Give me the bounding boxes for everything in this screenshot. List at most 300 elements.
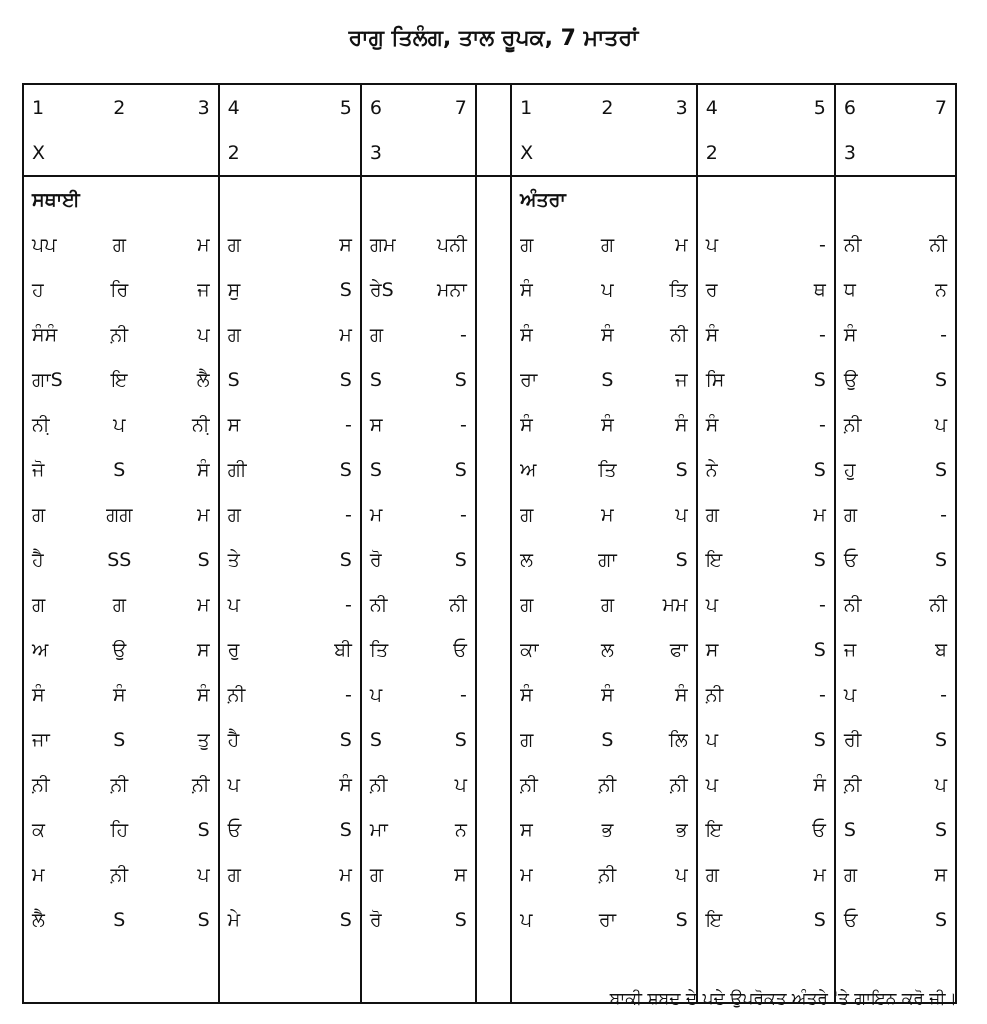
note-cell: S: [219, 357, 294, 402]
note-cell: ਪ: [675, 503, 688, 526]
note-cell: ਮ: [23, 852, 88, 897]
note-cell: ਇ: [697, 807, 772, 852]
note-cell: ਸ: [893, 852, 956, 897]
note-cell: ਗਮ: [361, 222, 417, 267]
note-cell: S: [339, 728, 352, 751]
note-cell: ਇ: [697, 897, 772, 942]
note-cell: ਰੋ: [361, 537, 417, 582]
note-cell: ਨ: [454, 818, 467, 841]
note-cell: ਅ: [511, 447, 576, 492]
note-cell: ਮ: [197, 233, 210, 256]
empty-cell: [23, 942, 88, 1003]
note-cell: ਸੰ: [23, 672, 88, 717]
note-cell: S: [361, 717, 417, 762]
empty-cell: [361, 176, 417, 222]
empty-cell: [417, 942, 476, 1003]
note-cell: ਗ: [511, 582, 576, 627]
gap-column: [476, 222, 511, 267]
gap-column: [476, 130, 511, 176]
note-cell: ਮ: [339, 323, 352, 346]
note-cell: ਨ਼ੀ: [598, 863, 617, 886]
empty-cell: [771, 130, 835, 176]
note-cell: ਪਨੀ: [436, 233, 467, 256]
note-cell: ਸਿ: [697, 357, 772, 402]
note-cell: S: [339, 368, 352, 391]
note-cell: ਸੰ: [339, 773, 352, 796]
note-cell: ਗ: [361, 852, 417, 897]
note-cell: ਗ: [23, 582, 88, 627]
note-cell: ਨੀ: [835, 222, 894, 267]
note-cell: ਪ: [197, 323, 210, 346]
note-cell: ਗ: [835, 492, 894, 537]
note-cell: -: [893, 672, 956, 717]
note-cell: ਧ: [835, 267, 894, 312]
gap-column: [476, 717, 511, 762]
note-cell: ਮ: [813, 863, 826, 886]
gap-column: [476, 402, 511, 447]
gap-column: [476, 84, 511, 130]
note-cell: ਰ: [697, 267, 772, 312]
notation-row: [23, 762, 956, 807]
note-cell: S: [813, 548, 826, 571]
note-cell: SS: [107, 548, 132, 571]
note-cell: ਪ: [697, 222, 772, 267]
note-cell: ਪ: [361, 672, 417, 717]
note-cell: ਪ: [697, 717, 772, 762]
note-cell: S: [813, 908, 826, 931]
notation-row: [23, 492, 956, 537]
note-cell: -: [459, 503, 467, 526]
notation-table: [22, 83, 957, 1004]
page-title: ਰਾਗੁ ਤਿਲੰਗ, ਤਾਲ ਰੂਪਕ, 7 ਮਾਤਰਾਂ: [348, 26, 639, 51]
note-cell: ਸ: [219, 402, 294, 447]
note-cell: ਰੀ: [835, 717, 894, 762]
note-cell: ਗ: [511, 717, 576, 762]
note-cell: ਰੁ: [219, 627, 294, 672]
footnote: ਬਾਕੀ ਸ਼ਬਦ ਦੇ ਪਦੇ ਉਪਰੋਕਤ ਅੰਤਰੇ 'ਤੇ ਗਾਇਨ ਕਰੋ ਜੀ।: [609, 989, 957, 1009]
note-cell: ਪਪ: [23, 222, 88, 267]
antra-label: ਅੰਤਰਾ: [511, 176, 576, 222]
note-cell: ਗ: [23, 492, 88, 537]
note-cell: -: [345, 683, 352, 706]
empty-cell: [293, 176, 361, 222]
note-cell: S: [835, 807, 894, 852]
note-cell: S: [339, 818, 352, 841]
note-cell: ਰਿ: [110, 278, 129, 301]
note-cell: S: [361, 357, 417, 402]
beat-number: 5: [293, 84, 361, 130]
notation-row: [23, 672, 956, 717]
beat-number: 6: [361, 84, 417, 130]
empty-cell: [639, 176, 696, 222]
gap-column: [476, 267, 511, 312]
note-cell: S: [893, 537, 956, 582]
note-cell: -: [459, 683, 467, 706]
note-cell: ਇ: [697, 537, 772, 582]
note-cell: -: [345, 593, 352, 616]
note-cell: ਪ: [697, 762, 772, 807]
empty-cell: [88, 176, 152, 222]
beat-number: 1: [511, 84, 576, 130]
note-cell: ਲੈ: [196, 368, 210, 391]
note-cell: S: [197, 548, 210, 571]
note-cell: ਸ: [339, 233, 352, 256]
gap-column: [476, 672, 511, 717]
note-cell: ਤਿ: [598, 458, 617, 481]
note-cell: ਤਿ: [361, 627, 417, 672]
notation-row: [23, 627, 956, 672]
notation-row: [23, 582, 956, 627]
note-cell: ਬ: [893, 627, 956, 672]
note-cell: ਨੀ: [361, 582, 417, 627]
note-cell: ਲ: [511, 537, 576, 582]
empty-cell: [417, 130, 476, 176]
gap-column: [476, 942, 511, 1003]
gap-column: [476, 357, 511, 402]
note-cell: ਕਾ: [511, 627, 576, 672]
note-cell: S: [454, 548, 467, 571]
note-cell: ਰੋ: [361, 897, 417, 942]
note-cell: ਸੰ: [511, 672, 576, 717]
note-cell: ਮ: [601, 503, 614, 526]
note-cell: S: [454, 458, 467, 481]
note-cell: ਤੁ: [197, 728, 210, 751]
note-cell: ਨ਼ੀ: [191, 773, 210, 796]
note-cell: ਪ: [893, 762, 956, 807]
note-cell: S: [113, 728, 126, 751]
notation-row: [23, 222, 956, 267]
note-cell: ਸੰ: [697, 312, 772, 357]
note-cell: ਜੋ: [23, 447, 88, 492]
note-cell: S: [893, 807, 956, 852]
empty-cell: [511, 942, 576, 1003]
beat-number: 3: [639, 84, 696, 130]
note-cell: ਨ਼ੀ: [361, 762, 417, 807]
note-cell: ਨੀ: [449, 593, 467, 616]
note-cell: -: [818, 683, 826, 706]
note-cell: S: [893, 717, 956, 762]
note-cell: ਨੀ਼: [23, 402, 88, 447]
empty-cell: [835, 176, 894, 222]
note-cell: ਰਾ: [598, 908, 617, 931]
note-cell: S: [893, 447, 956, 492]
empty-cell: [219, 176, 294, 222]
note-cell: S: [113, 908, 126, 931]
note-cell: ਰੇS: [361, 267, 417, 312]
note-cell: ਸੰਸੰ: [23, 312, 88, 357]
notation-row: [23, 312, 956, 357]
note-cell: S: [893, 897, 956, 942]
note-cell: ਲਿ: [668, 728, 688, 751]
notation-row: [23, 537, 956, 582]
notation-row: [23, 267, 956, 312]
note-cell: ਮ: [511, 852, 576, 897]
note-cell: ਸ: [454, 863, 467, 886]
note-cell: ਸੰ: [197, 683, 210, 706]
note-cell: ਨ਼ੀ: [23, 762, 88, 807]
note-cell: ਮਾ: [361, 807, 417, 852]
note-cell: ਪ: [219, 762, 294, 807]
note-cell: ਜ: [835, 627, 894, 672]
note-cell: ਮਨਾ: [437, 278, 467, 301]
empty-cell: [893, 176, 956, 222]
note-cell: ਗੀ: [219, 447, 294, 492]
note-cell: ਸੰ: [601, 683, 614, 706]
note-cell: ਗਾS: [23, 357, 88, 402]
beat-number: 6: [835, 84, 894, 130]
taal-mark: 3: [361, 130, 417, 176]
note-cell: ਪ: [893, 402, 956, 447]
note-cell: ਸੰ: [197, 458, 210, 481]
note-cell: ਪ: [219, 582, 294, 627]
note-cell: ਗ: [600, 593, 615, 616]
note-cell: ਸ: [197, 638, 210, 661]
gap-column: [476, 447, 511, 492]
notation-row: [23, 897, 956, 942]
note-cell: ਮ: [361, 492, 417, 537]
note-cell: ਸੰ: [835, 312, 894, 357]
note-cell: ਸੰ: [112, 683, 126, 706]
note-cell: ਹੈ: [219, 717, 294, 762]
note-cell: ਨ: [893, 267, 956, 312]
beat-number: 4: [219, 84, 294, 130]
note-cell: -: [818, 413, 826, 436]
notation-row: [23, 402, 956, 447]
note-cell: ਭ: [601, 818, 614, 841]
label-row: [23, 176, 956, 222]
note-cell: ਨ਼ੀ: [110, 863, 129, 886]
note-cell: ਭ: [676, 818, 688, 841]
note-cell: ਓ: [835, 897, 894, 942]
note-cell: ਨੀ਼: [192, 413, 210, 436]
note-cell: ਮ: [675, 233, 688, 256]
note-cell: ਗ: [511, 492, 576, 537]
empty-cell: [639, 130, 696, 176]
note-cell: S: [197, 818, 210, 841]
note-cell: ਮੇ: [219, 897, 294, 942]
note-cell: ਗ: [112, 593, 126, 616]
note-cell: S: [675, 908, 688, 931]
beat-row: [23, 84, 956, 130]
beat-number: 7: [417, 84, 476, 130]
note-cell: ਸੰ: [511, 267, 576, 312]
note-cell: ਗ: [835, 852, 894, 897]
note-cell: ਫਾ: [669, 638, 688, 661]
note-cell: ਗ: [600, 233, 615, 256]
note-cell: S: [601, 368, 614, 391]
note-cell: ਸੰ: [601, 323, 614, 346]
empty-cell: [417, 176, 476, 222]
beat-number: 7: [893, 84, 956, 130]
notation-row: [23, 807, 956, 852]
note-cell: -: [818, 233, 826, 256]
notation-row: [23, 717, 956, 762]
note-cell: S: [893, 357, 956, 402]
empty-cell: [151, 176, 219, 222]
note-cell: ਤੇ: [219, 537, 294, 582]
note-cell: S: [454, 368, 467, 391]
note-cell: ਤਿ: [669, 278, 688, 301]
sthai-label: ਸਥਾਈ: [23, 176, 88, 222]
note-cell: ਬੀ: [334, 638, 352, 661]
note-cell: ਗ: [697, 852, 772, 897]
note-cell: ਥ: [813, 278, 826, 301]
note-cell: -: [893, 312, 956, 357]
note-cell: S: [675, 458, 688, 481]
note-cell: ਗ: [511, 222, 576, 267]
note-cell: ਮ: [813, 503, 826, 526]
note-cell: ਇ: [111, 368, 128, 391]
note-cell: S: [601, 728, 614, 751]
empty-cell: [219, 942, 294, 1003]
note-cell: ਨੀ: [670, 323, 688, 346]
note-cell: ਗ: [219, 222, 294, 267]
empty-cell: [697, 176, 772, 222]
note-cell: S: [339, 458, 352, 481]
note-cell: S: [813, 458, 826, 481]
note-cell: ਮ: [197, 593, 210, 616]
note-cell: ਗਗ: [106, 503, 133, 526]
note-cell: ਨੀ: [893, 582, 956, 627]
note-cell: ਉ: [112, 638, 127, 661]
note-cell: ਹ: [23, 267, 88, 312]
note-cell: ਅ: [23, 627, 88, 672]
beat-number: 1: [23, 84, 88, 130]
empty-cell: [576, 130, 640, 176]
note-cell: ਸੰ: [813, 773, 826, 796]
note-cell: S: [675, 548, 688, 571]
note-cell: ਪ: [197, 863, 210, 886]
note-cell: ਨ਼ੀ: [598, 773, 617, 796]
note-cell: ਨ਼ੀ: [670, 773, 688, 796]
note-cell: ਸੰ: [697, 402, 772, 447]
note-cell: ਜਾ: [23, 717, 88, 762]
note-cell: ਕ: [23, 807, 88, 852]
empty-cell: [293, 130, 361, 176]
note-cell: ਓ: [453, 638, 467, 661]
note-cell: ਨ਼ੀ: [835, 762, 894, 807]
note-cell: ਜ: [197, 278, 210, 301]
note-cell: ਸੰ: [675, 683, 688, 706]
notation-row: [23, 852, 956, 897]
note-cell: ਓ: [835, 537, 894, 582]
note-cell: ਨ਼ੀ: [697, 672, 772, 717]
note-cell: S: [361, 447, 417, 492]
beat-number: 3: [151, 84, 219, 130]
note-cell: S: [813, 728, 826, 751]
note-cell: S: [454, 728, 467, 751]
note-cell: ਗ: [219, 312, 294, 357]
gap-column: [476, 312, 511, 357]
note-cell: S: [113, 458, 126, 481]
note-cell: ਗ: [219, 492, 294, 537]
note-cell: ਨ਼ੀ: [110, 323, 129, 346]
note-cell: S: [339, 548, 352, 571]
note-cell: ਪ: [697, 582, 772, 627]
note-cell: S: [454, 908, 467, 931]
note-cell: ਨ਼ੀ: [110, 773, 129, 796]
gap-column: [476, 762, 511, 807]
gap-column: [476, 176, 511, 222]
note-cell: ਸੰ: [511, 402, 576, 447]
empty-cell: [893, 130, 956, 176]
empty-cell: [576, 176, 640, 222]
empty-cell: [88, 942, 152, 1003]
taal-mark: X: [23, 130, 88, 176]
note-cell: ਰਾ: [511, 357, 576, 402]
note-cell: S: [339, 908, 352, 931]
note-cell: ਪ: [601, 278, 614, 301]
taal-mark: 3: [835, 130, 894, 176]
note-cell: ਲੈ: [23, 897, 88, 942]
note-cell: ਜ: [675, 368, 688, 391]
note-cell: ਮ: [197, 503, 210, 526]
empty-cell: [361, 942, 417, 1003]
empty-cell: [771, 176, 835, 222]
gap-column: [476, 627, 511, 672]
note-cell: ਸ: [697, 627, 772, 672]
note-cell: ਪ: [454, 773, 467, 796]
note-cell: ਹੈ: [23, 537, 88, 582]
note-cell: ਸ: [361, 402, 417, 447]
note-cell: -: [459, 413, 467, 436]
note-cell: ਮਮ: [662, 593, 688, 616]
taal-mark: 2: [697, 130, 772, 176]
note-cell: S: [197, 908, 210, 931]
note-cell: ਨੀ: [893, 222, 956, 267]
note-cell: ਓ: [219, 807, 294, 852]
note-cell: ਗ: [112, 233, 126, 256]
note-cell: -: [818, 323, 826, 346]
note-cell: ਪ: [511, 897, 576, 942]
note-cell: ਨੀ: [835, 582, 894, 627]
note-cell: -: [893, 492, 956, 537]
note-cell: ਹਿ: [110, 818, 129, 841]
note-cell: -: [345, 503, 352, 526]
note-cell: ਸੰ: [601, 413, 614, 436]
beat-number: 4: [697, 84, 772, 130]
empty-cell: [88, 130, 152, 176]
gap-column: [476, 852, 511, 897]
note-cell: -: [345, 413, 352, 436]
gap-column: [476, 582, 511, 627]
note-cell: ਨ਼ੀ: [219, 672, 294, 717]
gap-column: [476, 537, 511, 582]
notation-row: [23, 357, 956, 402]
gap-column: [476, 807, 511, 852]
taal-row: [23, 130, 956, 176]
note-cell: ਨੇ: [697, 447, 772, 492]
note-cell: -: [818, 593, 826, 616]
note-cell: ਲ: [601, 638, 614, 661]
taal-mark: X: [511, 130, 576, 176]
note-cell: ਸੰ: [511, 312, 576, 357]
note-cell: S: [813, 638, 826, 661]
note-cell: ਪ: [113, 413, 126, 436]
note-cell: ਗ: [219, 852, 294, 897]
note-cell: S: [339, 278, 352, 301]
note-cell: ਗ: [361, 312, 417, 357]
note-cell: S: [813, 368, 826, 391]
note-cell: ਸ: [511, 807, 576, 852]
gap-column: [476, 897, 511, 942]
notation-row: [23, 447, 956, 492]
beat-number: 5: [771, 84, 835, 130]
note-cell: -: [459, 323, 467, 346]
note-cell: ਪ: [675, 863, 688, 886]
note-cell: ਪ: [835, 672, 894, 717]
note-cell: ਨ਼ੀ: [511, 762, 576, 807]
